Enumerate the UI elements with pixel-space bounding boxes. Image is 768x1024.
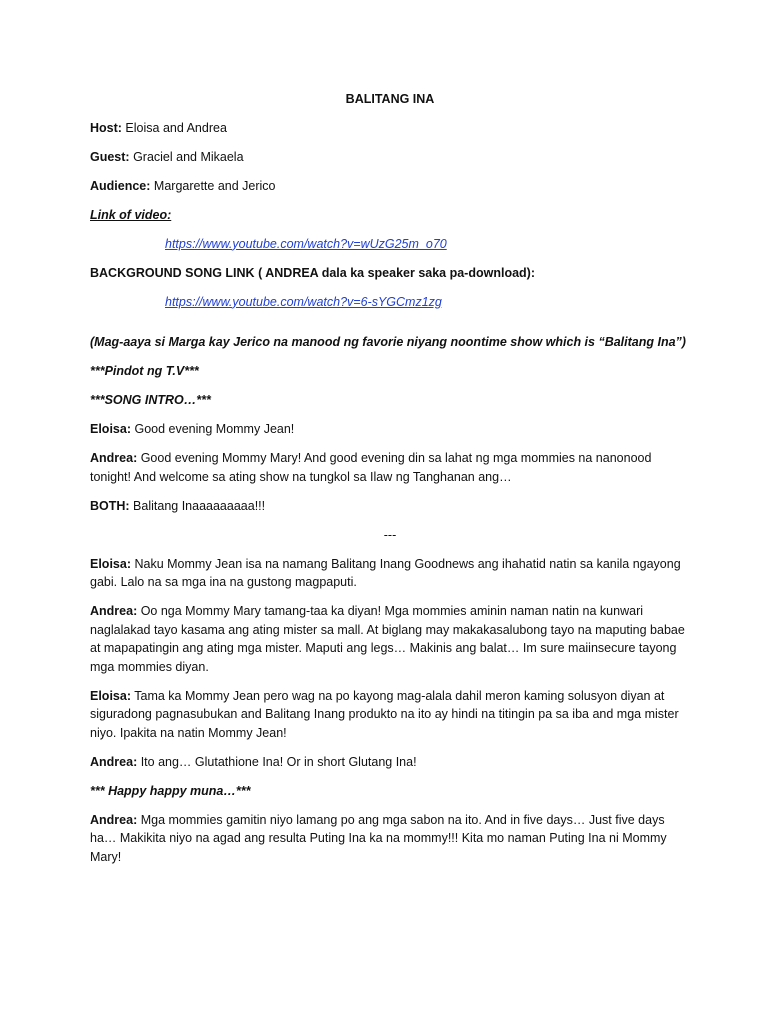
speaker-label: Andrea:	[90, 754, 138, 769]
dialogue-line	[90, 449, 690, 486]
document-page	[90, 90, 690, 877]
cue-song-intro: ***SONG INTRO…***	[90, 393, 211, 407]
guest-line	[90, 148, 690, 167]
dialogue-line	[90, 687, 690, 743]
dialogue-text: Good evening Mommy Mary! And good evening din sa lahat ng mga mommies na nanonood tonight! And welcome sa ating show na tungkol sa Ilaw ng Tanghanan ang…	[90, 451, 652, 484]
speaker-label: Andrea:	[90, 812, 138, 827]
song-link-label-line	[90, 264, 690, 283]
speaker-label: BOTH:	[90, 498, 130, 513]
video-link-label: Link of video:	[90, 207, 172, 222]
host-label: Host:	[90, 120, 122, 135]
speaker-label: Eloisa:	[90, 556, 131, 571]
guest-value: Graciel and Mikaela	[129, 149, 244, 164]
speaker-label: Eloisa:	[90, 422, 131, 436]
dialogue-line	[90, 497, 690, 516]
speaker-label: Andrea:	[90, 604, 138, 618]
song-link[interactable]: https://www.youtube.com/watch?v=6-sYGCmz1zg	[165, 294, 442, 309]
song-link-note: ( ANDREA dala ka speaker saka pa-download):	[254, 265, 535, 280]
dialogue-line	[90, 602, 690, 676]
stage-direction-intro: (Mag-aaya si Marga kay Jerico na manood ng favorie niyang noontime show which is “Balitang Ina”)	[90, 335, 686, 349]
dialogue-line	[90, 811, 690, 867]
guest-label: Guest:	[90, 149, 130, 164]
song-link-label: BACKGROUND SONG LINK	[90, 265, 255, 280]
dialogue-text: Good evening Mommy Jean!	[131, 422, 295, 436]
video-link-line	[90, 235, 690, 254]
dialogue-text: Tama ka Mommy Jean pero wag na po kayong mag-alala dahil meron kaming solusyon diyan at siguradong pagnasubukan and Balitang Inang produkto na ito ay hindi na titingin pa sa iba and mga mister niyo. Ipakita na natin Mommy Jean!	[90, 688, 679, 740]
host-line	[90, 119, 690, 138]
audience-line	[90, 177, 690, 196]
video-link-label-line	[90, 206, 690, 225]
dialogue-text: Mga mommies gamitin niyo lamang po ang mga sabon na ito. And in five days… Just five days ha… Makikita niyo na agad ang resulta Puting Ina ka na mommy!!! Kita mo naman Puting Ina ni Mommy Mary!	[90, 812, 667, 864]
dialogue-text: Naku Mommy Jean isa na namang Balitang Inang Goodnews ang ihahatid natin sa kanila ngayong gabi. Lalo na sa mga ina na gustong magpaputi.	[90, 556, 681, 589]
speaker-label: Eloisa:	[90, 688, 131, 703]
dialogue-line	[90, 753, 690, 772]
cue-happy: *** Happy happy muna…***	[90, 783, 251, 798]
cue-tv: ***Pindot ng T.V***	[90, 364, 199, 378]
audience-value: Margarette and Jerico	[150, 178, 276, 193]
song-link-line	[90, 293, 690, 312]
video-link[interactable]: https://www.youtube.com/watch?v=wUzG25m_o70	[165, 236, 447, 251]
section-separator: ---	[383, 527, 397, 542]
audience-label: Audience:	[90, 178, 151, 193]
dialogue-text: Ito ang… Glutathione Ina! Or in short Glutang Ina!	[137, 754, 417, 769]
speaker-label: Andrea:	[90, 451, 138, 465]
document-title: BALITANG INA	[345, 92, 435, 106]
host-value: Eloisa and Andrea	[121, 120, 227, 135]
dialogue-text: Oo nga Mommy Mary tamang-taa ka diyan! Mga mommies aminin naman natin na kunwari naglalakad tayo kasama ang ating mister sa mall. At biglang may makakasalubong tayo na maputing babae at mapapatingin ang ating mga mister. Maputi ang legs… Makinis ang balat… Im sure maiinsecure tayong mga mommies diyan.	[90, 604, 685, 674]
dialogue-line	[90, 420, 690, 439]
dialogue-text: Balitang Inaaaaaaaaa!!!	[129, 498, 266, 513]
dialogue-line	[90, 555, 690, 592]
